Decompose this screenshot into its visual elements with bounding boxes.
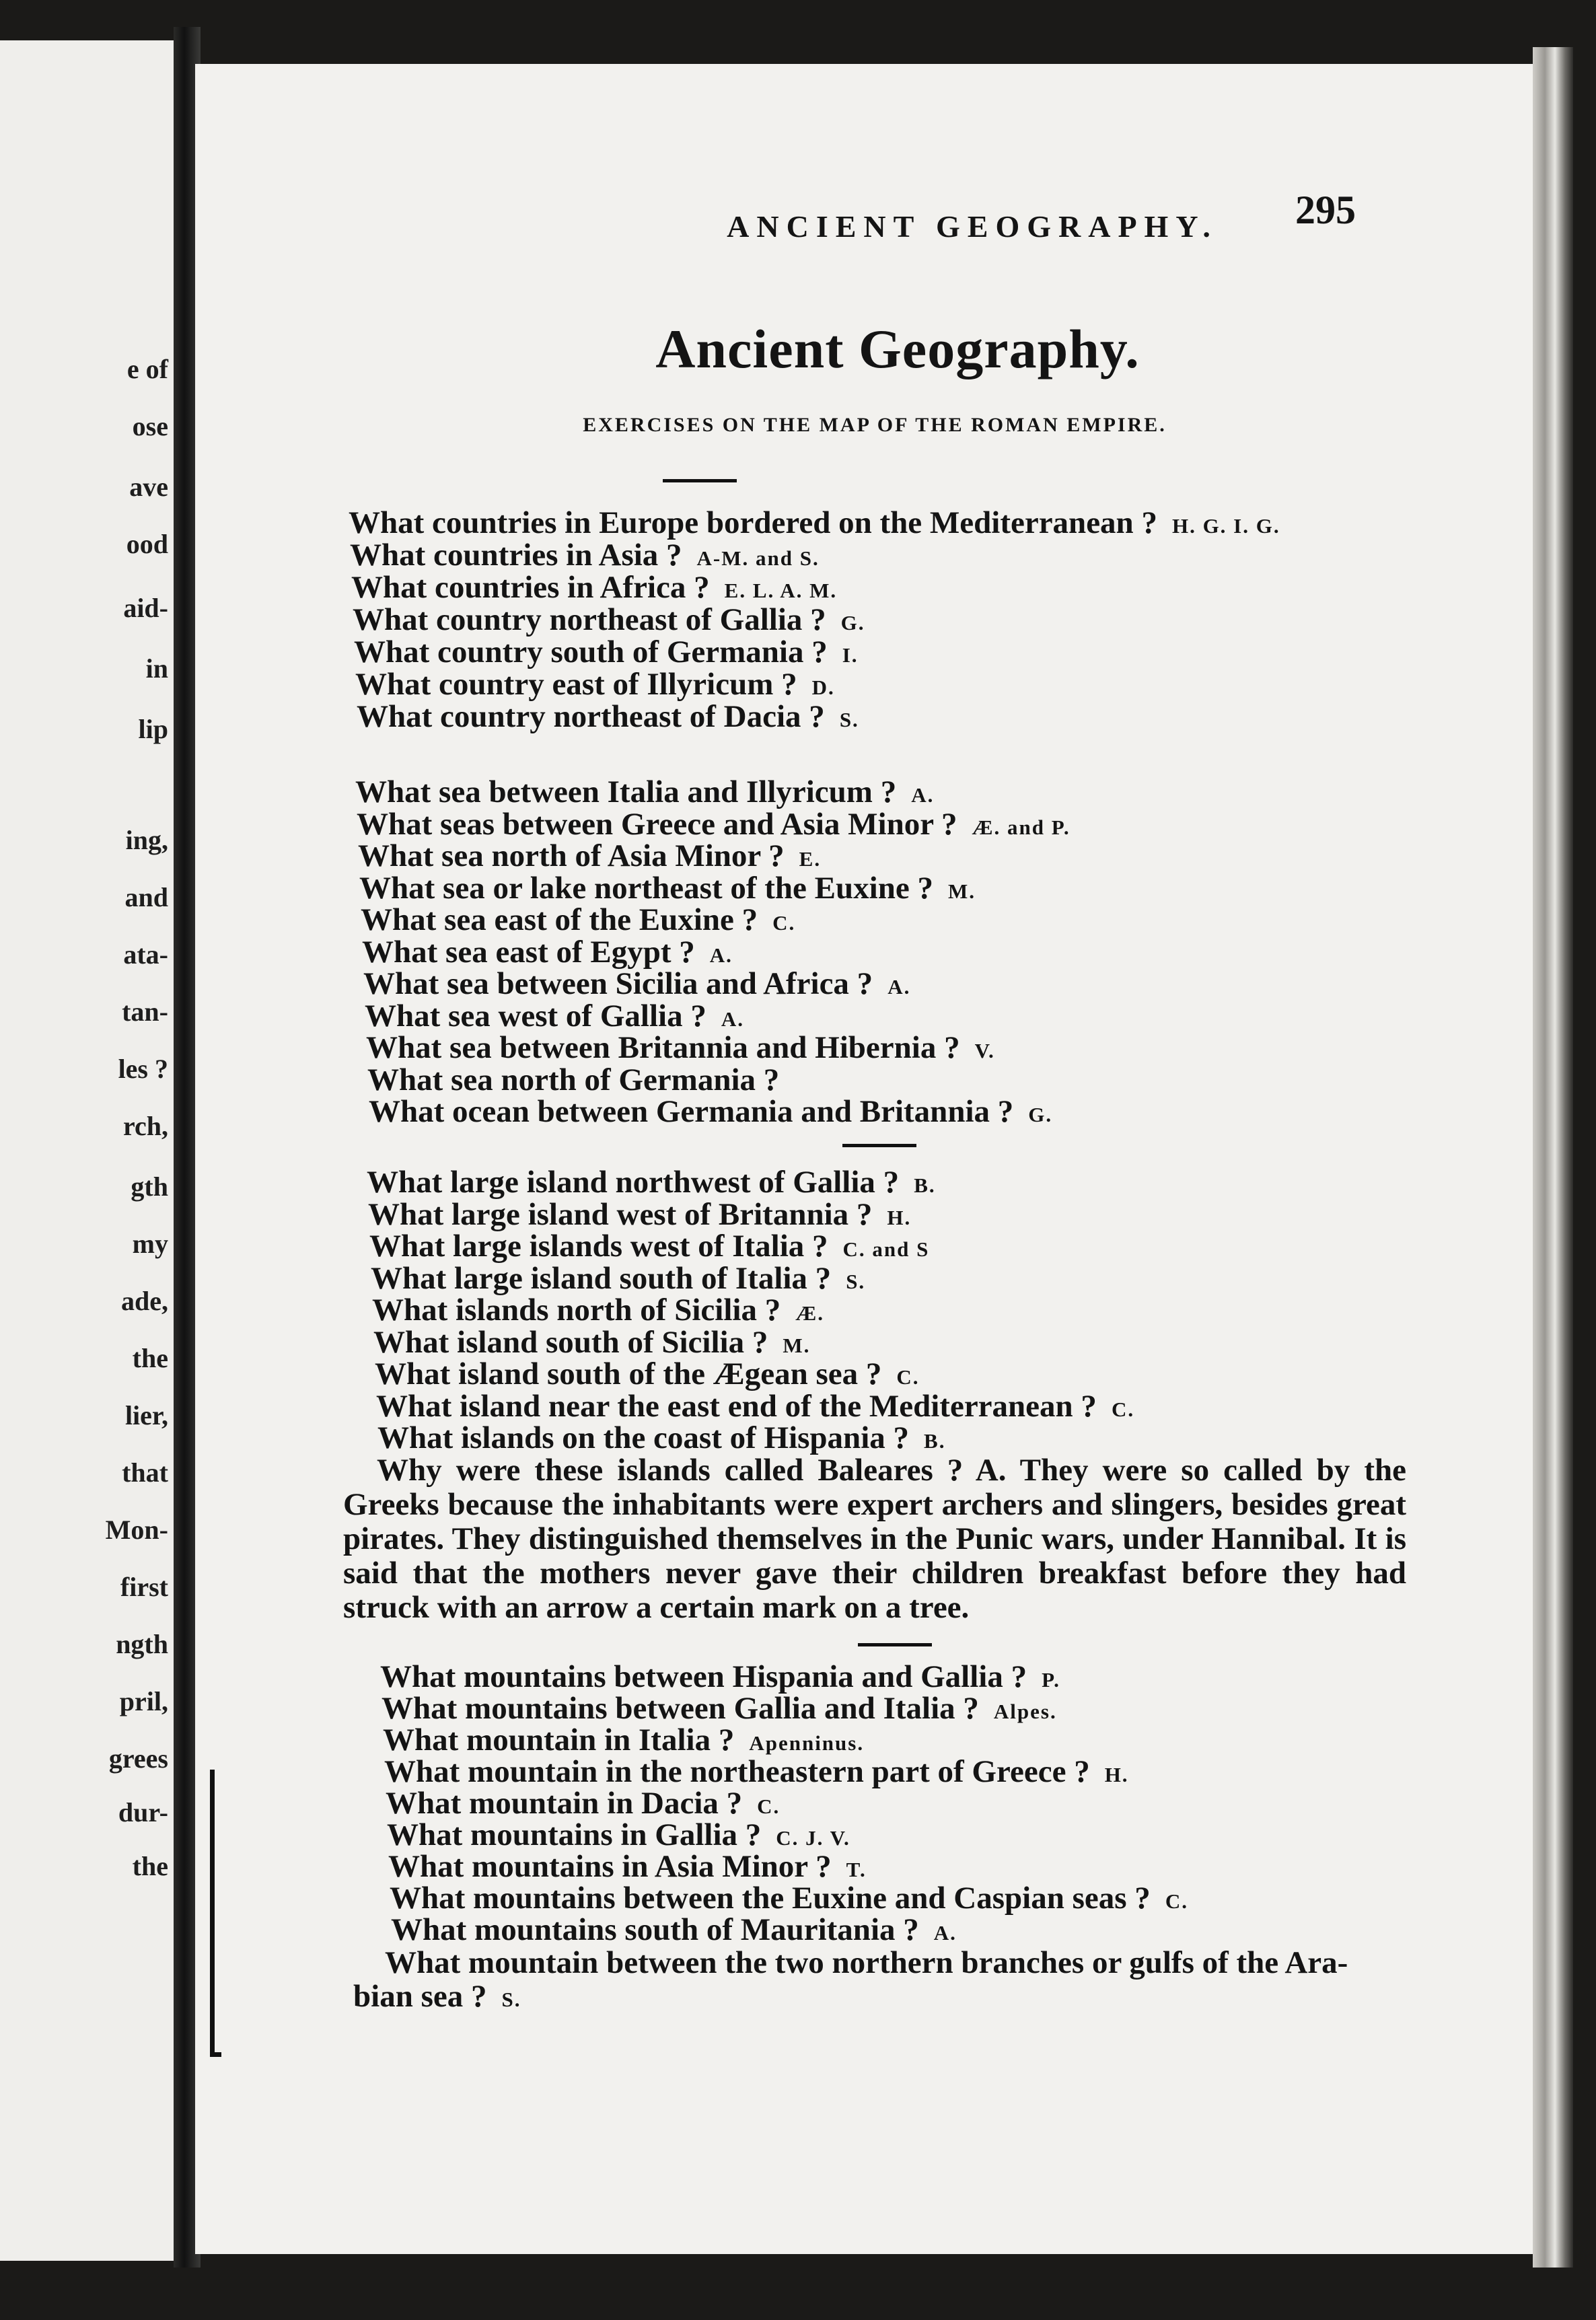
- question-line: [365, 998, 744, 1034]
- answer-hint: S.: [846, 1269, 866, 1293]
- question-line: [351, 569, 837, 606]
- question-text: What island south of Sicilia ?: [373, 1324, 768, 1360]
- facing-page-word: and: [124, 882, 168, 912]
- answer-hint: A.: [911, 783, 935, 807]
- answer-hint: Apenninus.: [749, 1731, 865, 1755]
- question-text: What islands north of Sicilia ?: [372, 1293, 781, 1328]
- question-text: What sea between Britannia and Hibernia ?: [366, 1030, 960, 1065]
- question-text: What island near the east end of the Mediterranean ?: [376, 1388, 1097, 1424]
- facing-page: [0, 40, 180, 2261]
- answer-hint: T.: [846, 1858, 867, 1881]
- question-line: [362, 934, 733, 970]
- question-text: What large island west of Britannia ?: [368, 1196, 873, 1232]
- baleares-paragraph: Why were these islands called Baleares ? A. They were so called by the Greeks because the inhabitants were expert archers and slingers, besides great pirates. They distinguished themselves in the Punic wars, under Hannibal. It is said that the mothers never gave their children breakfast before they had struck with an arrow a certain mark on a tree.: [343, 1453, 1406, 1625]
- answer-hint: C.: [772, 911, 796, 935]
- question-text: What sea east of Egypt ?: [362, 934, 695, 970]
- question-text: What large island northwest of Gallia ?: [367, 1165, 900, 1200]
- answer-hint: G.: [840, 611, 865, 635]
- question-text: bian sea ?: [353, 1979, 487, 2014]
- question-text: What large island south of Italia ?: [371, 1260, 832, 1296]
- facing-page-word: the: [132, 1343, 168, 1373]
- question-line: [369, 1093, 1052, 1130]
- question-line: [382, 1690, 1057, 1727]
- question-line: [383, 1722, 864, 1758]
- question-text: What countries in Asia ?: [350, 538, 682, 573]
- question-line: [355, 666, 835, 702]
- question-line: [376, 1388, 1134, 1424]
- divider-rule: [858, 1643, 932, 1646]
- answer-hint: C.: [1111, 1397, 1135, 1421]
- answer-hint: V.: [974, 1039, 995, 1062]
- answer-hint: Alpes.: [993, 1700, 1057, 1723]
- answer-hint: Æ.: [795, 1301, 824, 1325]
- question-line: [349, 505, 1280, 541]
- question-line: [386, 1785, 780, 1821]
- question-line: [350, 537, 820, 573]
- answer-hint: S.: [839, 708, 859, 731]
- question-text: What mountain in Dacia ?: [386, 1786, 743, 1821]
- facing-page-word: rch,: [122, 1111, 168, 1141]
- question-text: What mountains in Asia Minor ?: [388, 1849, 832, 1884]
- answer-hint: H.: [887, 1205, 912, 1229]
- answer-hint: A-M. and S.: [696, 546, 820, 570]
- question-text: What sea west of Gallia ?: [365, 998, 706, 1034]
- running-head: ANCIENT GEOGRAPHY.: [727, 209, 1218, 244]
- divider-rule: [663, 479, 737, 482]
- question-line: [388, 1848, 867, 1885]
- question-text: What sea north of Germania ?: [367, 1062, 780, 1097]
- question-text: What islands on the coast of Hispania ?: [377, 1420, 910, 1455]
- facing-page-word: ata-: [123, 939, 168, 970]
- answer-hint: G.: [1028, 1103, 1053, 1126]
- question-text: What country northeast of Gallia ?: [353, 602, 826, 637]
- question-text: What mountain in the northeastern part of Greece ?: [384, 1754, 1090, 1789]
- question-line: [357, 806, 1071, 842]
- question-text: What sea east of the Euxine ?: [361, 902, 758, 937]
- answer-hint: C.: [757, 1795, 781, 1818]
- page-title: Ancient Geography.: [655, 318, 1140, 379]
- divider-rule: [842, 1144, 916, 1147]
- question-text: What seas between Greece and Asia Minor ?: [357, 806, 957, 842]
- answer-hint: M.: [947, 879, 976, 903]
- facing-page-word: ose: [132, 411, 168, 441]
- answer-hint: C.: [896, 1365, 920, 1389]
- answer-hint: I.: [842, 643, 859, 667]
- question-line: [375, 1356, 920, 1392]
- facing-page-word: gth: [131, 1171, 168, 1202]
- facing-page-word: lier,: [124, 1400, 168, 1430]
- question-line: [363, 966, 910, 1002]
- question-line: [373, 1324, 810, 1361]
- answer-hint: M.: [783, 1333, 811, 1357]
- page-header: [195, 188, 1533, 256]
- answer-hint: A.: [933, 1921, 957, 1945]
- question-line: [367, 1164, 936, 1200]
- facing-page-word: dur-: [118, 1797, 168, 1827]
- answer-hint: C.: [1165, 1889, 1188, 1913]
- question-line: [366, 1029, 995, 1066]
- question-line: What mountain between the two northern branches or gulfs of the Ara-: [385, 1945, 1348, 1980]
- question-line: [377, 1420, 945, 1456]
- question-line: [387, 1817, 850, 1853]
- facing-page-word: ade,: [121, 1286, 168, 1316]
- question-text: What mountains between Gallia and Italia ?: [382, 1691, 979, 1726]
- question-line: [358, 838, 821, 874]
- facing-page-word: ave: [129, 472, 168, 502]
- answer-hint: D.: [811, 676, 835, 699]
- margin-bracket: [210, 1770, 221, 2057]
- question-line: [367, 1062, 779, 1098]
- question-text: What mountain in Italia ?: [383, 1723, 735, 1757]
- question-text: What country northeast of Dacia ?: [357, 699, 825, 734]
- facing-page-word: grees: [108, 1743, 168, 1774]
- facing-page-word: e of: [126, 354, 168, 384]
- question-line: [390, 1880, 1188, 1916]
- question-text: What sea or lake northeast of the Euxine ?: [359, 870, 933, 906]
- answer-hint: C. and S: [842, 1237, 930, 1261]
- answer-hint: A.: [887, 975, 911, 999]
- facing-page-word: the: [132, 1851, 168, 1881]
- facing-page-word: aid-: [123, 593, 168, 623]
- question-text: What sea between Italia and Illyricum ?: [355, 774, 897, 809]
- question-text: What mountains between Hispania and Gallia ?: [380, 1659, 1027, 1694]
- question-text: What large islands west of Italia ?: [369, 1229, 828, 1264]
- question-line: [368, 1196, 911, 1233]
- answer-hint: A.: [721, 1007, 744, 1031]
- answer-hint: C. J. V.: [776, 1826, 850, 1850]
- answer-hint: H.: [1104, 1763, 1129, 1786]
- question-line: [355, 774, 934, 810]
- answer-hint: A.: [709, 943, 733, 967]
- answer-hint: B.: [924, 1429, 946, 1453]
- question-text: What mountains between the Euxine and Caspian seas ?: [390, 1881, 1151, 1916]
- question-text: What ocean between Germania and Britannia ?: [369, 1094, 1014, 1129]
- question-line: [371, 1260, 865, 1297]
- question-text: What country east of Illyricum ?: [355, 667, 797, 702]
- facing-page-word: in: [145, 653, 168, 684]
- question-text: What country south of Germania ?: [354, 635, 828, 669]
- answer-hint: E. L. A. M.: [724, 579, 838, 602]
- question-line: [354, 634, 859, 670]
- facing-page-word: ood: [126, 529, 168, 559]
- answer-hint: H. G. I. G.: [1171, 514, 1280, 538]
- question-line: [391, 1912, 957, 1948]
- question-text: What mountains in Gallia ?: [387, 1817, 762, 1852]
- facing-page-word: pril,: [119, 1686, 168, 1716]
- question-text: What island south of the Ægean sea ?: [375, 1356, 882, 1391]
- question-line: [359, 870, 976, 906]
- question-text: What sea between Sicilia and Africa ?: [363, 966, 873, 1001]
- page-number: 295: [1295, 188, 1356, 232]
- facing-page-word: my: [132, 1229, 168, 1259]
- facing-page-word: les ?: [118, 1054, 168, 1084]
- question-text: What countries in Europe bordered on the Mediterranean ?: [349, 505, 1157, 540]
- answer-hint: B.: [914, 1173, 936, 1197]
- answer-hint: S.: [501, 1988, 521, 2011]
- question-line: [353, 1978, 521, 2015]
- question-text: What sea north of Asia Minor ?: [358, 838, 785, 873]
- question-line: [372, 1292, 824, 1328]
- question-line: [384, 1753, 1129, 1790]
- facing-page-word: ngth: [116, 1629, 168, 1659]
- question-text: What mountains south of Mauritania ?: [391, 1912, 919, 1947]
- question-line: [380, 1659, 1060, 1695]
- question-text: What countries in Africa ?: [351, 570, 710, 605]
- answer-hint: E.: [799, 847, 822, 871]
- section-subtitle: EXERCISES ON THE MAP OF THE ROMAN EMPIRE.: [583, 414, 1167, 436]
- facing-page-word: first: [120, 1572, 168, 1602]
- question-line: [361, 902, 795, 938]
- answer-hint: Æ. and P.: [972, 815, 1071, 839]
- page-edge: [1533, 47, 1573, 2268]
- question-line: [369, 1228, 929, 1264]
- answer-hint: P.: [1042, 1668, 1060, 1692]
- facing-page-word: Mon-: [105, 1515, 168, 1545]
- facing-page-word: ing,: [125, 825, 168, 855]
- facing-page-word: tan-: [122, 996, 168, 1027]
- facing-page-word: lip: [138, 714, 168, 744]
- question-line: [353, 602, 865, 638]
- question-line: [357, 698, 859, 735]
- facing-page-word: that: [122, 1457, 168, 1488]
